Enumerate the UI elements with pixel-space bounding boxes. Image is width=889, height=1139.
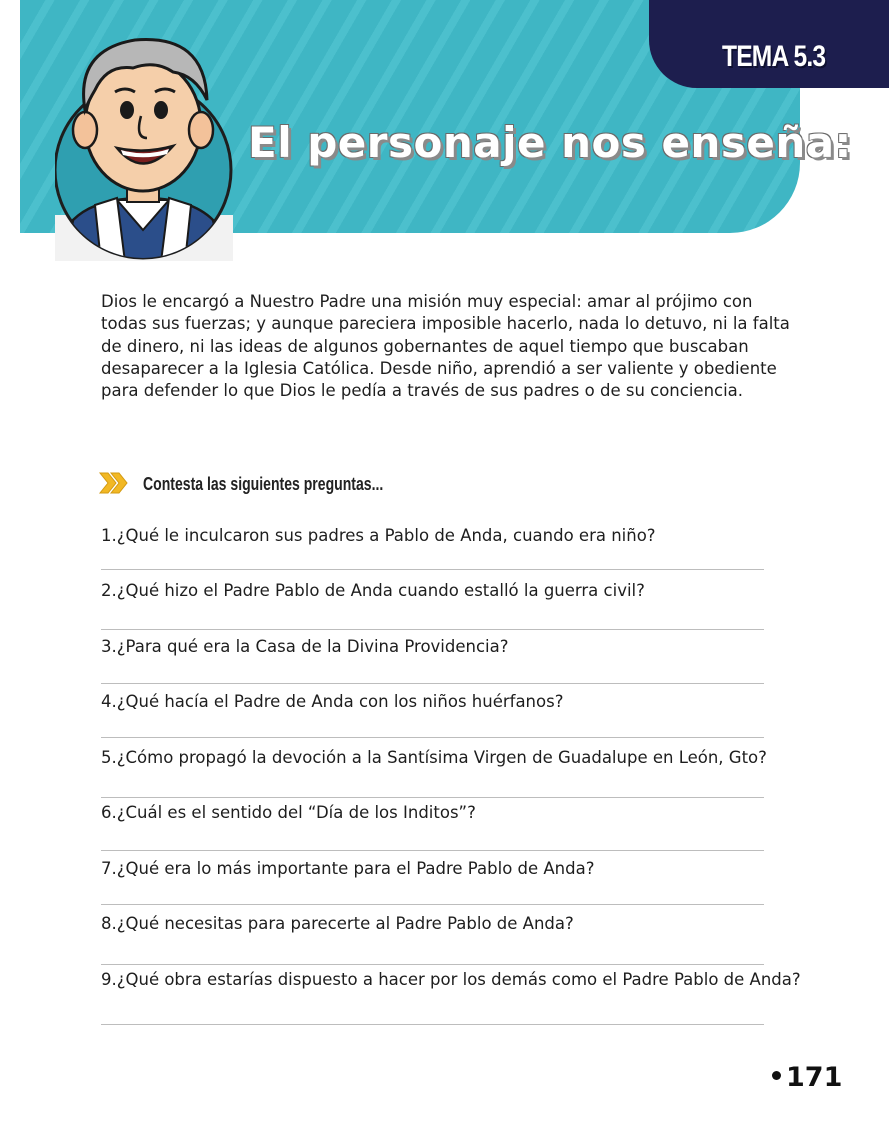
answer-line-3[interactable] (101, 683, 764, 684)
question-8: 8.¿Qué necesitas para parecerte al Padre Pablo de Anda? (101, 914, 574, 933)
question-3: 3.¿Para qué era la Casa de la Divina Providencia? (101, 637, 509, 656)
page-title: El personaje nos enseña: (248, 118, 852, 167)
answer-line-9[interactable] (101, 1024, 764, 1025)
bullet-dot-icon (772, 1071, 781, 1080)
question-6: 6.¿Cuál es el sentido del “Día de los Inditos”? (101, 803, 476, 822)
answer-line-8[interactable] (101, 964, 764, 965)
answer-line-2[interactable] (101, 629, 764, 630)
answer-line-5[interactable] (101, 797, 764, 798)
question-7: 7.¿Qué era lo más importante para el Padre Pablo de Anda? (101, 859, 595, 878)
answer-line-1[interactable] (101, 569, 764, 570)
intro-paragraph: Dios le encargó a Nuestro Padre una misión muy especial: amar al prójimo con todas sus fuerzas; y aunque pareciera imposible hacerlo, nada lo detuvo, ni la falta de dinero, ni las ideas de algunos gobernantes de aquel tiempo que buscaban desaparecer a la Iglesia Católica. Desde niño, aprendió a ser valiente y obediente para defender lo que Dios le pedía a través de sus padres o de su conciencia. (101, 292, 790, 401)
answer-line-6[interactable] (101, 850, 764, 851)
question-2: 2.¿Qué hizo el Padre Pablo de Anda cuando estalló la guerra civil? (101, 581, 645, 600)
page-number (772, 1062, 842, 1093)
question-4: 4.¿Qué hacía el Padre de Anda con los niños huérfanos? (101, 692, 564, 711)
answer-line-4[interactable] (101, 737, 764, 738)
answer-line-7[interactable] (101, 904, 764, 905)
double-chevron-right-icon (98, 470, 130, 496)
priest-avatar-icon (55, 30, 237, 262)
page-number-value: 171 (786, 1062, 843, 1093)
tema-label: TEMA 5.3 (722, 40, 826, 73)
question-1: 1.¿Qué le inculcaron sus padres a Pablo de Anda, cuando era niño? (101, 526, 656, 545)
instruction-label: Contesta las siguientes preguntas... (143, 474, 384, 494)
question-5: 5.¿Cómo propagó la devoción a la Santísima Virgen de Guadalupe en León, Gto? (101, 748, 767, 767)
question-9: 9.¿Qué obra estarías dispuesto a hacer por los demás como el Padre Pablo de Anda? (101, 970, 801, 989)
